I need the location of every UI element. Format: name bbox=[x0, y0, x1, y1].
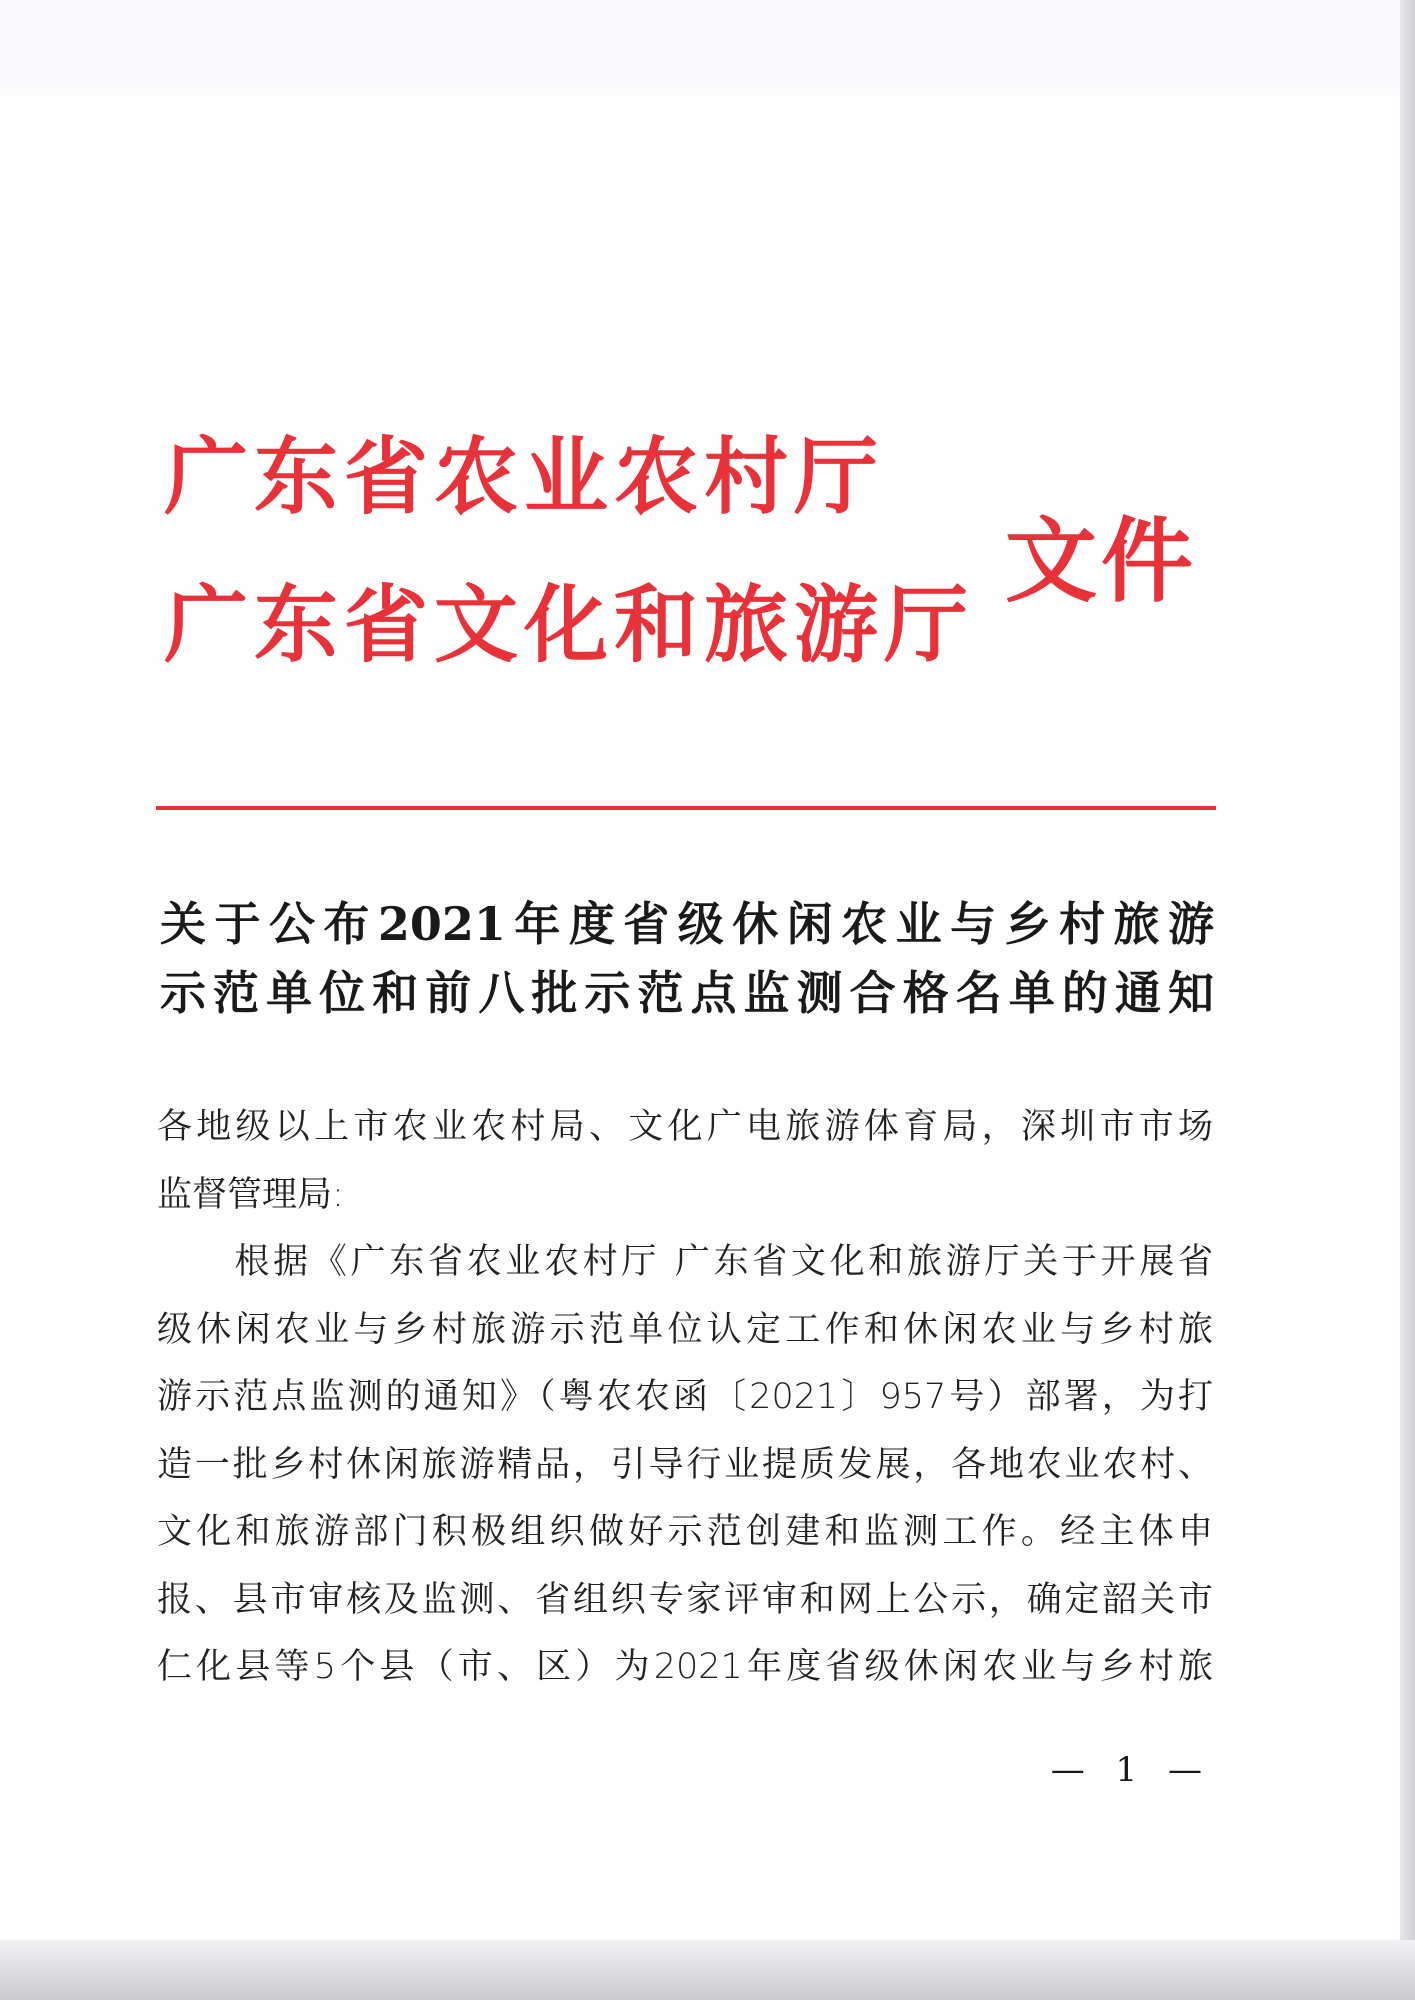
issuer-culture-tourism: 广东省文化和旅游厅 bbox=[164, 575, 975, 674]
document-body bbox=[157, 1100, 1213, 1708]
document-suffix: 文件 bbox=[1005, 507, 1198, 615]
body-line: 各地级以上市农业农村局、文化广电旅游体育局，深圳市市场 bbox=[157, 1107, 1213, 1147]
document-title-line-1: 关于公布2021年度省级休闲农业与乡村旅游 bbox=[160, 897, 1214, 951]
body-line: 造一批乡村休闲旅游精品，引导行业提质发展，各地农业农村、 bbox=[157, 1444, 1213, 1485]
document-title-line-2: 示范单位和前八批示范点监测合格名单的通知 bbox=[160, 966, 1214, 1020]
red-divider bbox=[156, 806, 1216, 810]
page-number: — 1 — bbox=[1050, 1750, 1212, 1790]
scan-edge-bottom bbox=[0, 1940, 1415, 2000]
body-line: 仁化县等5个县（市、区）为2021年度省级休闲农业与乡村旅 bbox=[157, 1647, 1213, 1687]
body-line: 根据《广东省农业农村厅 广东省文化和旅游厅关于开展省 bbox=[157, 1242, 1213, 1282]
body-line: 级休闲农业与乡村旅游示范单位认定工作和休闲农业与乡村旅 bbox=[157, 1309, 1213, 1350]
body-line: 游示范点监测的通知》（粤农农函〔2021〕957号）部署，为打 bbox=[157, 1377, 1213, 1417]
body-line: 监督管理局: bbox=[157, 1174, 344, 1215]
scan-edge-right bbox=[1400, 0, 1415, 2000]
issuer-agriculture: 广东省农业农村厅 bbox=[164, 427, 885, 526]
body-line: 文化和旅游部门积极组织做好示范创建和监测工作。经主体申 bbox=[157, 1512, 1213, 1552]
body-line: 报、县市审核及监测、省组织专家评审和网上公示，确定韶关市 bbox=[157, 1579, 1213, 1620]
